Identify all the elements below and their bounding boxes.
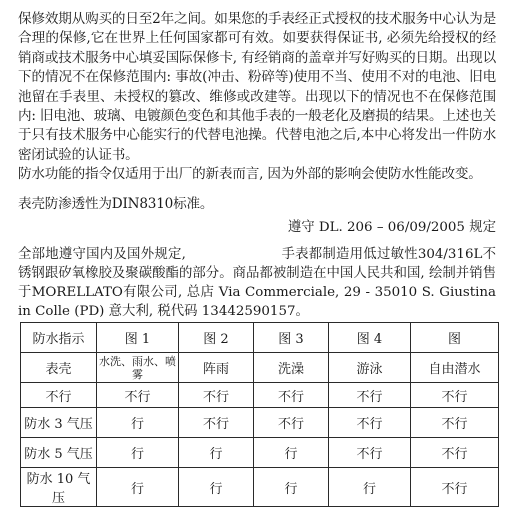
table-cell: 不行 [411, 408, 499, 438]
table-cell: 不行 [329, 408, 411, 438]
table-cell: 行 [97, 468, 179, 507]
table-cell: 表壳 [21, 353, 97, 383]
table-cell: 游泳 [329, 353, 411, 383]
table-cell: 行 [179, 438, 254, 468]
table-cell: 防水 10 气压 [21, 468, 97, 507]
table-cell: 不行 [97, 383, 179, 408]
warranty-paragraph: 保修效期从购买的日至2年之间。如果您的手表经正式授权的技术服务中心认为是合理的保修,它在世界上任何国家都可有效。如要获得保证书, 必须先给授权的经销商或技术服务中心填妥国际保修卡, 有经销商的盖章并写好购买的日期。出现以下的情况不在保修范围内: 事故(冲击、粉碎等)使用不当、使用不对的电池、旧电池留在手表里、未授权的篡改、维修或改建等。出现以下的情况也不在保修范围内: 旧电池、玻璃、电镀颜色变色和其他手表的一般老化及磨损的结果。上述也关于只有技术服务中心能实行的代替电池操。代替电池之后,本中心将发出一件防水密闭试验的认证书。 [18, 11, 496, 163]
din-standard-note: 表壳防渗透性为DIN8310标准。 [18, 195, 214, 212]
table-cell: 不行 [411, 383, 499, 408]
table-cell: 不行 [411, 438, 499, 468]
spacer [18, 185, 496, 195]
table-cell: 自由潜水 [411, 353, 499, 383]
table-cell: 洗澡 [254, 353, 329, 383]
table-header-cell: 图 2 [179, 323, 254, 353]
table-row [21, 383, 499, 408]
table-row [21, 438, 499, 468]
table-cell: 不行 [254, 383, 329, 408]
table-cell: 行 [254, 438, 329, 468]
table-cell: 水洗、雨水、喷雾 [97, 353, 179, 383]
table-row [21, 408, 499, 438]
table-cell: 行 [329, 468, 411, 507]
table-cell: 行 [97, 438, 179, 468]
table-cell: 不行 [411, 468, 499, 507]
compliance-regulation: 遵守 DL. 206 – 06/09/2005 规定 [287, 220, 496, 236]
table-cell: 不行 [329, 438, 411, 468]
table-header-cell: 图 3 [254, 323, 329, 353]
table-row [21, 468, 499, 507]
table-cell: 不行 [254, 408, 329, 438]
table-cell: 不行 [21, 383, 97, 408]
table-cell: 行 [97, 408, 179, 438]
table-header-cell: 图 4 [329, 323, 411, 353]
table-cell: 防水 5 气压 [21, 438, 97, 468]
waterproof-note: 防水功能的指令仅适用于出厂的新表而言, 因为外部的影响会使防水性能改变。 [18, 166, 482, 183]
table-cell: 阵雨 [179, 353, 254, 383]
compliance-paragraph: 全部地遵守国内及国外规定, 手表都制造用低过敏性304/316L不锈钢跟矽氧橡胶及聚碳酸酯的部分。商品都被制造在中国人民共和国, 绘制并销售于MORELLATO有限公司, 总店 Via Commerciale, 29 - 35010 S. Giustina in Colle (PD) 意大利, 税代码 13442590157。 [18, 247, 496, 320]
table-header-cell: 防水指示 [21, 323, 97, 353]
table-cell: 防水 3 气压 [21, 408, 97, 438]
table-cell: 不行 [179, 408, 254, 438]
water-resistance-table [20, 322, 499, 507]
table-cell: 行 [179, 468, 254, 507]
table-header-cell: 图 [411, 323, 499, 353]
table-header-row [21, 323, 499, 353]
table-cell: 不行 [179, 383, 254, 408]
table-cell: 不行 [329, 383, 411, 408]
table-activity-row [21, 353, 499, 383]
table-cell: 行 [254, 468, 329, 507]
table-header-cell: 图 1 [97, 323, 179, 353]
document-body [18, 10, 496, 321]
